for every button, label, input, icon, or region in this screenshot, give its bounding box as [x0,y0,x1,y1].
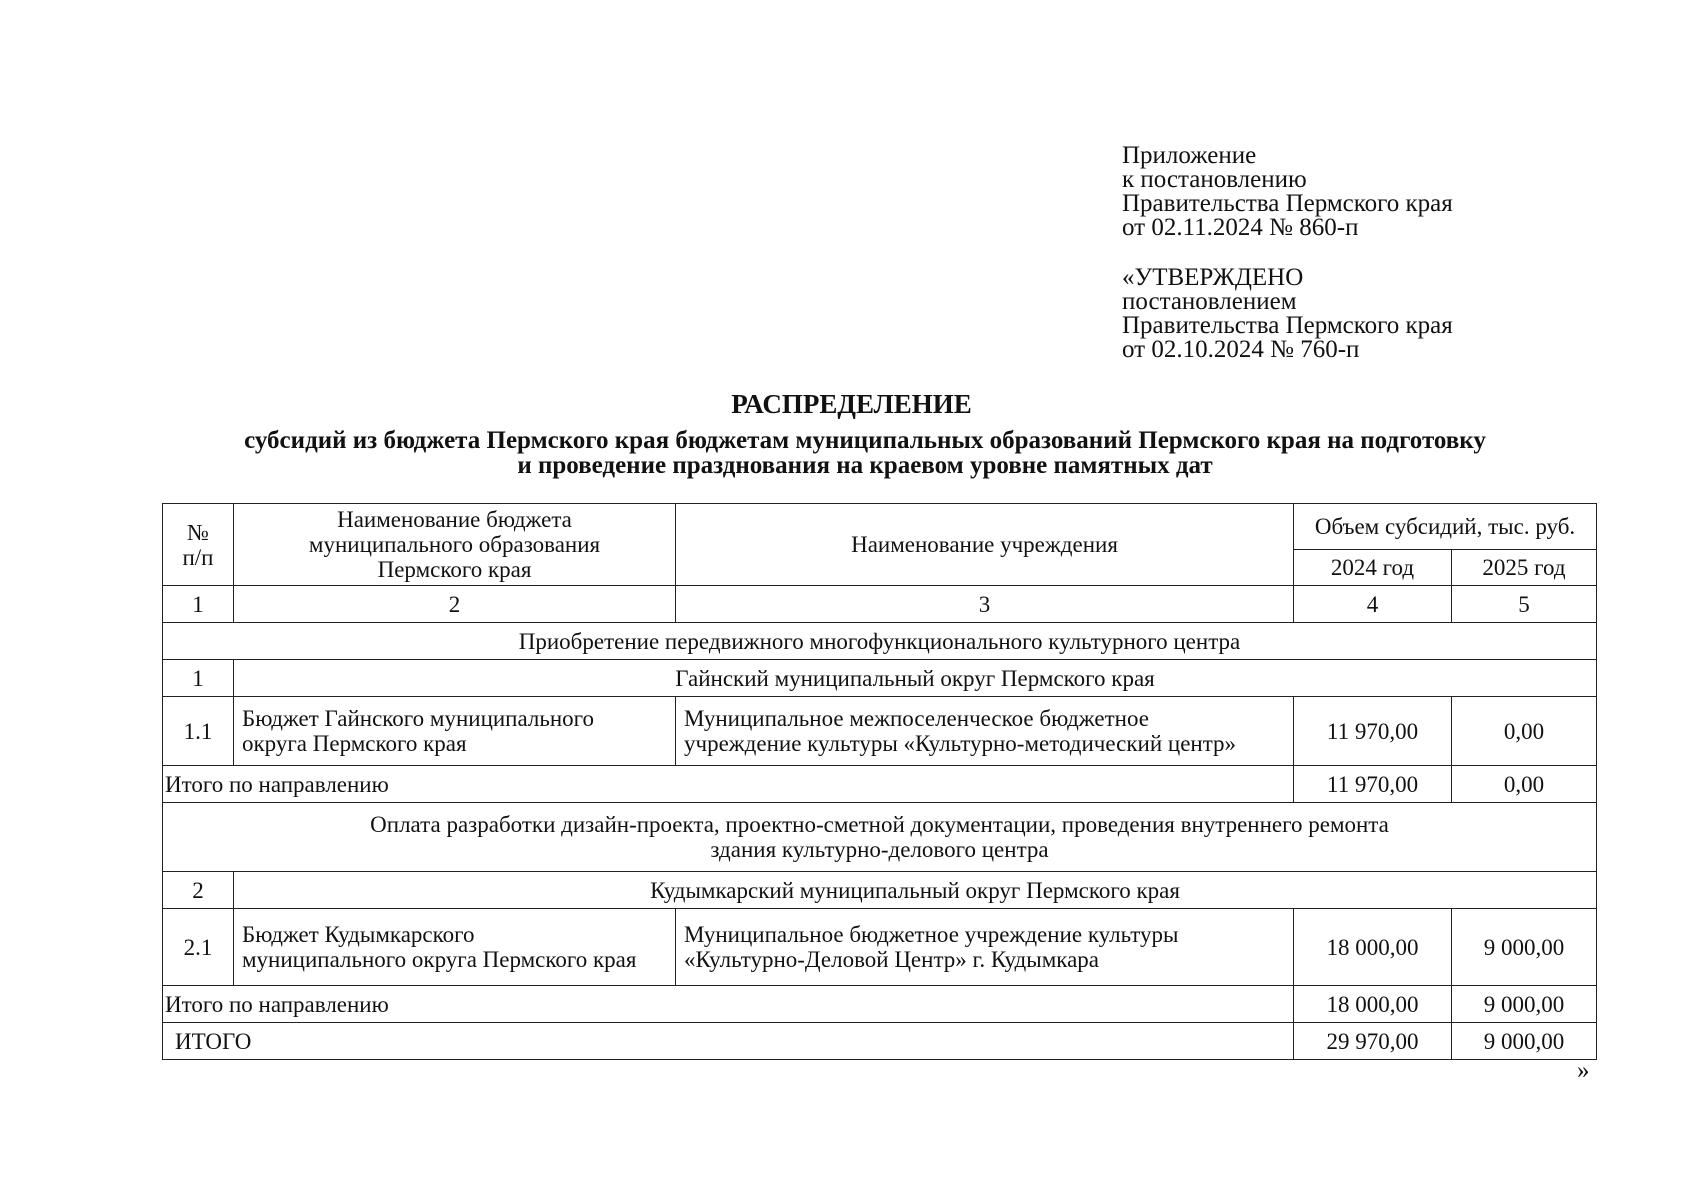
row-institution: Муниципальное межпоселенческое бюджетное учреждение культуры «Культурно-методический центр» [676,697,1294,766]
column-number: 2 [234,586,676,623]
grand-total-2024: 29 970,00 [1294,1023,1452,1060]
row-institution: Муниципальное бюджетное учреждение культуры «Культурно-Деловой Центр» г. Кудымкара [676,909,1294,986]
row-2024: 18 000,00 [1294,909,1452,986]
direction-total-label: Итого по направлению [163,986,1294,1023]
district-row [163,872,1597,909]
row-2024: 11 970,00 [1294,697,1452,766]
approval-line: Правительства Пермского края [1122,312,1453,339]
document-title: РАСПРЕДЕЛЕНИЕ [731,389,972,419]
grand-total-2025: 9 000,00 [1452,1023,1597,1060]
appendix-line: Приложение [1122,142,1257,169]
district-row [163,660,1597,697]
header-num: № п/п [163,504,234,586]
approval-reference [1122,266,1453,362]
approval-line: «УТВЕРЖДЕНО [1122,264,1304,291]
direction-total-row [163,766,1597,803]
approval-line: от 02.10.2024 № 760-п [1122,336,1360,363]
closing-quote: » [1577,1057,1590,1084]
direction-total-label: Итого по направлению [163,766,1294,803]
grand-total-label: ИТОГО [163,1023,1294,1060]
header-institution: Наименование учреждения [676,504,1294,586]
row-num: 2.1 [163,909,234,986]
direction-total-2025: 0,00 [1452,766,1597,803]
appendix-line: от 02.11.2024 № 860-п [1122,214,1359,241]
subsidy-table [162,503,1597,1060]
district-name: Кудымкарский муниципальный округ Пермского края [234,872,1597,909]
approval-line: постановлением [1122,288,1297,315]
subtitle-line: субсидий из бюджета Пермского края бюджетам муниципальных образований Пермского края на подготовку [244,427,1486,454]
document-subtitle [150,428,1580,478]
column-number: 1 [163,586,234,623]
header-volume: Объем субсидий, тыс. руб. [1294,504,1597,550]
direction-total-2024: 11 970,00 [1294,766,1452,803]
table-header-row [163,504,1597,550]
column-number: 5 [1452,586,1597,623]
appendix-line: к постановлению [1122,166,1307,193]
section-title: Оплата разработки дизайн-проекта, проектно-сметной документации, проведения внутреннего ремонта здания культурно-делового центра [163,803,1597,872]
header-year-2024: 2024 год [1294,550,1452,586]
appendix-line: Правительства Пермского края [1122,190,1453,217]
district-name: Гайнский муниципальный округ Пермского края [234,660,1597,697]
column-number: 4 [1294,586,1452,623]
row-2025: 0,00 [1452,697,1597,766]
table-row [163,697,1597,766]
table-row [163,909,1597,986]
section-title-row [163,803,1597,872]
row-num: 1.1 [163,697,234,766]
section-title: Приобретение передвижного многофункционального культурного центра [163,623,1597,660]
section-title-row [163,623,1597,660]
column-numbers-row [163,586,1597,623]
header-year-2025: 2025 год [1452,550,1597,586]
appendix-block [1122,144,1453,388]
direction-total-row [163,986,1597,1023]
row-budget: Бюджет Кудымкарского муниципального округа Пермского края [234,909,676,986]
appendix-reference [1122,144,1453,240]
direction-total-2024: 18 000,00 [1294,986,1452,1023]
district-num: 2 [163,872,234,909]
column-number: 3 [676,586,1294,623]
row-2025: 9 000,00 [1452,909,1597,986]
direction-total-2025: 9 000,00 [1452,986,1597,1023]
row-budget: Бюджет Гайнского муниципального округа Пермского края [234,697,676,766]
header-budget: Наименование бюджета муниципального образования Пермского края [234,504,676,586]
subtitle-line: и проведение празднования на краевом уровне памятных дат [517,452,1213,479]
grand-total-row [163,1023,1597,1060]
district-num: 1 [163,660,234,697]
